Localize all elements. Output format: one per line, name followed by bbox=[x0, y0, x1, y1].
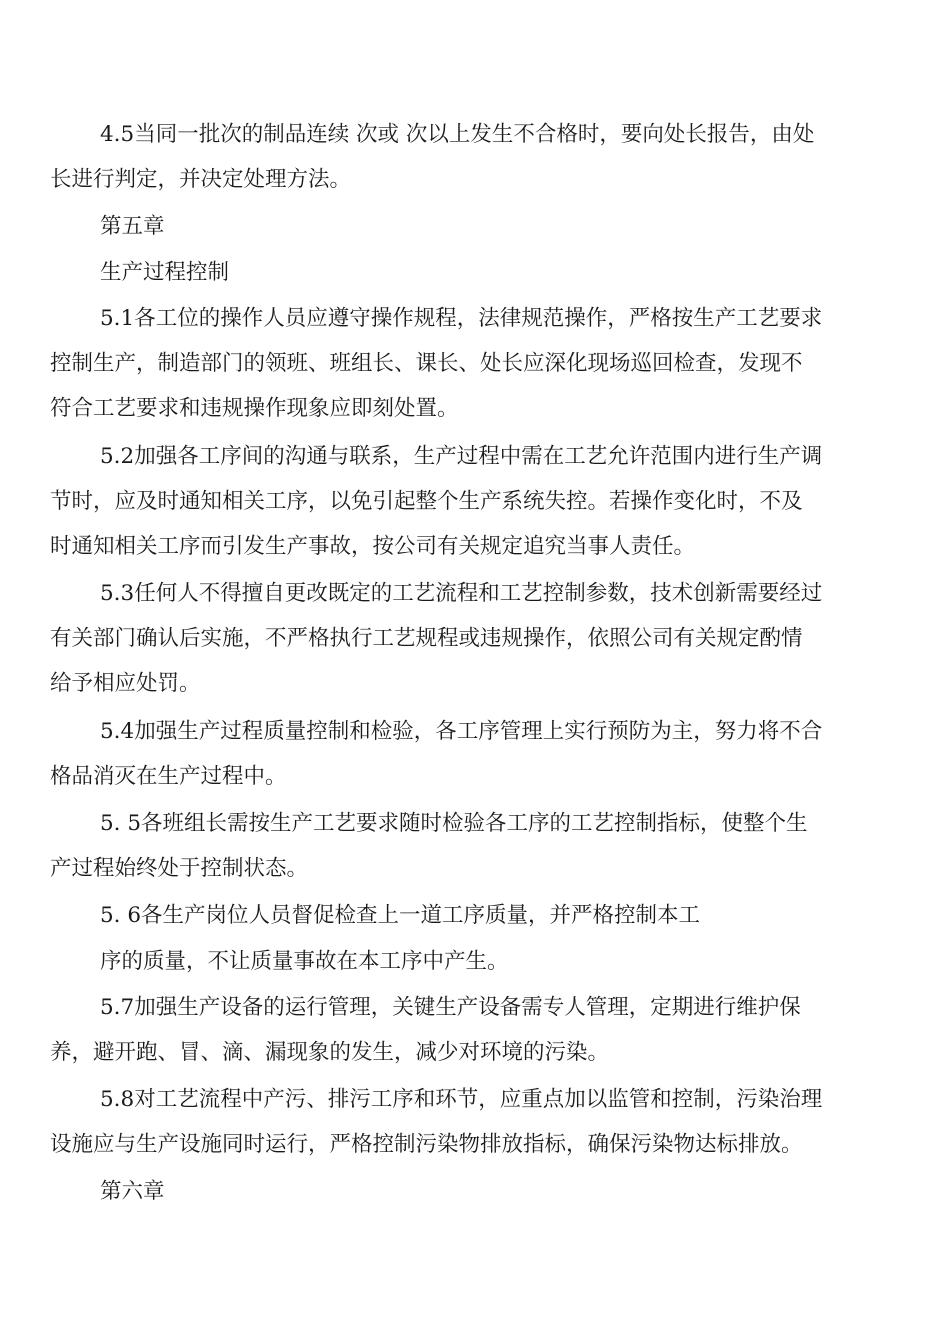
text-line: 格品消灭在生产过程中。 bbox=[50, 764, 287, 789]
text-line: 给予相应处罚。 bbox=[50, 671, 201, 696]
paragraph-4-5 bbox=[50, 112, 900, 202]
text-line: 控制生产，制造部门的领班、班组长、课长、处长应深化现场巡回检查，发现不 bbox=[50, 351, 803, 376]
text-line: 节时，应及时通知相关工序，以免引起整个生产系统失控。若操作变化时，不及 bbox=[50, 489, 803, 514]
paragraph-5-4 bbox=[50, 709, 900, 799]
paragraph-5-3 bbox=[50, 571, 900, 706]
text-line: 5.2加强各工序间的沟通与联系，生产过程中需在工艺允许范围内进行生产调 bbox=[100, 444, 823, 469]
text-line: 符合工艺要求和违规操作现象应即刻处置。 bbox=[50, 396, 459, 421]
paragraph-5-1 bbox=[50, 296, 900, 431]
text-line: 长进行判定，并决定处理方法。 bbox=[50, 167, 352, 192]
text-line: 养，避开跑、冒、滴、漏现象的发生，减少对环境的污染。 bbox=[50, 1040, 610, 1065]
text-line: 有关部门确认后实施，不严格执行工艺规程或违规操作，依照公司有关规定酌情 bbox=[50, 626, 803, 651]
text-line: 5.3任何人不得擅自更改既定的工艺流程和工艺控制参数，技术创新需要经过 bbox=[100, 581, 823, 606]
text-line: 产过程始终处于控制状态。 bbox=[50, 856, 309, 881]
paragraph-5-5 bbox=[50, 801, 900, 891]
paragraph-5-8 bbox=[50, 1077, 900, 1167]
text-line: 5.1各工位的操作人员应遵守操作规程，法律规范操作，严格按生产工艺要求 bbox=[100, 306, 823, 331]
paragraph-5-6-line-1: 5. 6各生产岗位人员督促检查上一道工序质量，并严格控制本工 bbox=[100, 903, 701, 928]
text-line: 5.4加强生产过程质量控制和检验，各工序管理上实行预防为主，努力将不合 bbox=[100, 719, 823, 744]
text-line: 时通知相关工序而引发生产事故，按公司有关规定追究当事人责任。 bbox=[50, 534, 696, 559]
paragraph-5-2 bbox=[50, 434, 900, 569]
chapter-heading: 第五章 bbox=[100, 214, 165, 239]
text-line: 5.7加强生产设备的运行管理，关键生产设备需专人管理，定期进行维护保 bbox=[100, 995, 801, 1020]
paragraph-5-6-line-2: 序的质量，不让质量事故在本工序中产生。 bbox=[100, 949, 509, 974]
text-line: 设施应与生产设施同时运行，严格控制污染物排放指标，确保污染物达标排放。 bbox=[50, 1132, 803, 1157]
text-line: 4.5当同一批次的制品连续 次或 次以上发生不合格时，要向处长报告，由处 bbox=[100, 122, 815, 147]
paragraph-5-7 bbox=[50, 985, 900, 1075]
text-line: 5. 5各班组长需按生产工艺要求随时检验各工序的工艺控制指标，使整个生 bbox=[100, 811, 808, 836]
text-line: 5.8对工艺流程中产污、排污工序和环节，应重点加以监管和控制，污染治理 bbox=[100, 1087, 823, 1112]
chapter-heading: 第六章 bbox=[100, 1179, 165, 1204]
chapter-title: 生产过程控制 bbox=[100, 260, 230, 285]
